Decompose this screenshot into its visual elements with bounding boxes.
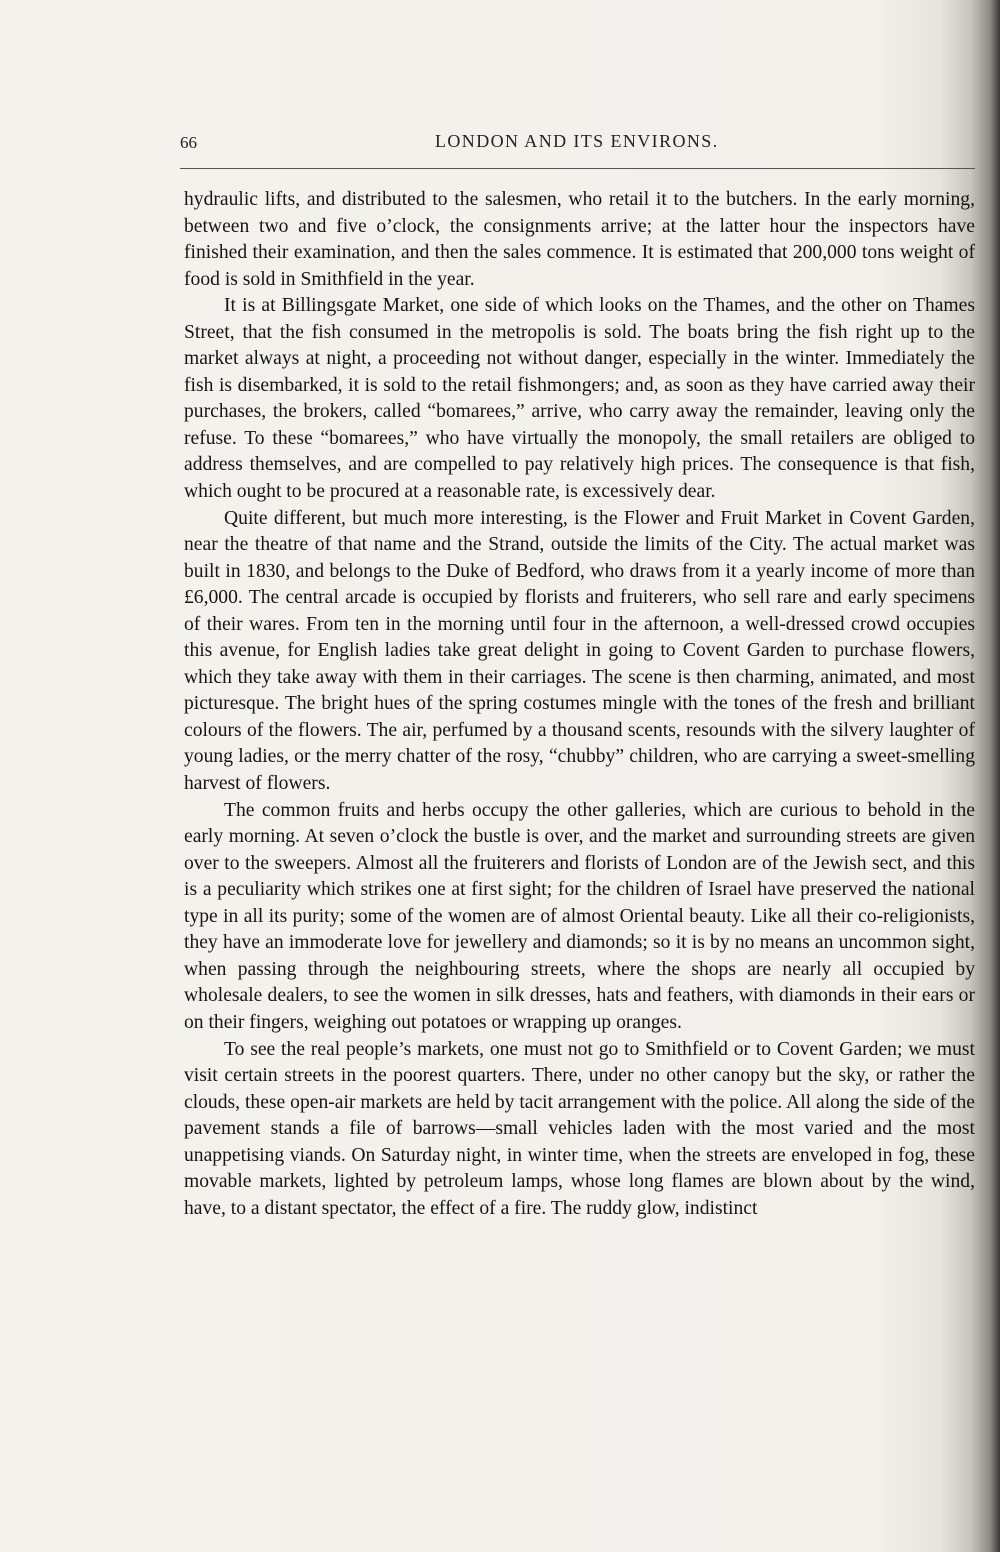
paragraph-continued: hydraulic lifts, and distributed to the salesmen, who retail it to the butchers. In the early morning, between two and five o’clock, the consignments arrive; at the latter hour the inspectors have finished their examination, and then the sales commence. It is estimated that 200,000 tons weight of food is sold in Smithfield in the year. [184,189,975,290]
paragraph-covent-garden: Quite different, but much more interesting, is the Flower and Fruit Market in Covent Garden, near the theatre of that name and the Strand, outside the limits of the City. The actual market was built in 1830, and belongs to the Duke of Bedford, who draws from it a yearly income of more than £6,000. The central arcade is occupied by florists and fruiterers, who sell rare and early specimens of their wares. From ten in the morning until four in the afternoon, a well-dressed crowd occupies this avenue, for English ladies take great delight in going to Covent Garden to purchase flowers, which they take away with them in their carriages. The scene is then charming, animated, and most picturesque. The bright hues of the spring costumes mingle with the tones of the fresh and brilliant colours of the flowers. The air, perfumed by a thousand scents, resounds with the silvery laughter of young ladies, or the merry chatter of the rosy, “chubby” children, who are carrying a sweet-smelling harvest of flowers. [184,507,975,795]
page-number: 66 [180,133,197,152]
header-rule [180,168,975,169]
body-text [184,187,975,1222]
running-title: LONDON AND ITS ENVIRONS. [435,131,719,151]
paragraph-fruits-herbs: The common fruits and herbs occupy the other galleries, which are curious to behold in the early morning. At seven o’clock the bustle is over, and the market and surrounding streets are given over to the sweepers. Almost all the fruiterers and florists of London are of the Jewish sect, and this is a peculiarity which strikes one at first sight; for the children of Israel have preserved the national type in all its purity; some of the women are of almost Oriental beauty. Like all their co-religionists, they have an immoderate love for jewellery and diamonds; so it is by no means an uncommon sight, when passing through the neighbouring streets, where the shops are nearly all occupied by wholesale dealers, to see the women in silk dresses, hats and feathers, with diamonds in their ears or on their fingers, weighing out potatoes or wrapping up oranges. [184,799,975,1033]
paragraph-peoples-markets: To see the real people’s markets, one must not go to Smithfield or to Covent Garden; we must visit certain streets in the poorest quarters. There, under no other canopy but the sky, or rather the clouds, these open-air markets are held by tacit arrangement with the police. All along the side of the pavement stands a file of barrows—small vehicles laden with the most varied and the most unappetising viands. On Saturday night, in winter time, when the streets are enveloped in fog, these movable markets, lighted by petroleum lamps, whose long flames are blown about by the wind, have, to a distant spectator, the effect of a fire. The ruddy glow, indistinct [184,1038,975,1219]
paragraph-billingsgate: It is at Billingsgate Market, one side of which looks on the Thames, and the other on Thames Street, that the fish consumed in the metropolis is sold. The boats bring the fish right up to the market always at night, a proceeding not without danger, especially in the winter. Immediately the fish is disembarked, it is sold to the retail fishmongers; and, as soon as they have carried away their purchases, the brokers, called “bomarees,” arrive, who carry away the remainder, leaving only the refuse. To these “bomarees,” who have virtually the monopoly, the small retailers are obliged to address themselves, and are compelled to pay relatively high prices. The consequence is that fish, which ought to be procured at a reasonable rate, is excessively dear. [184,295,975,503]
page-header [180,128,975,158]
